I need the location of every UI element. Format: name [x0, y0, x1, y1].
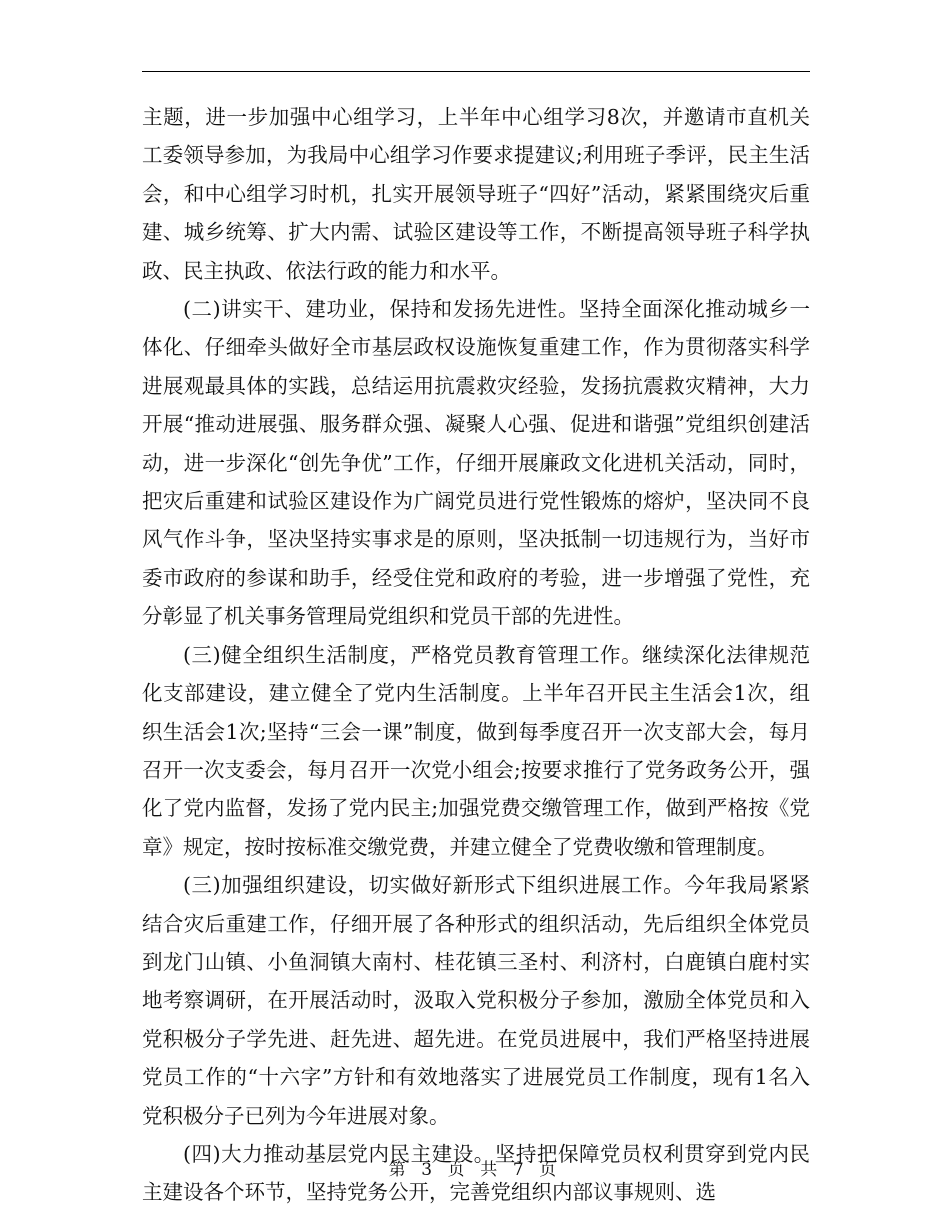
paragraph-section-3b: (三)加强组织建设，切实做好新形式下组织进展工作。今年我局紧紧结合灾后重建工作，仔细开展了各种形式的组织活动，先后组织全体党员到龙门山镇、小鱼洞镇大南村、桂花镇三圣村、利济村，白鹿镇白鹿村实地考察调研，在开展活动时，汲取入党积极分子参加，激励全体党员和入党积极分子学先进、赶先进、超先进。在党员进展中，我们严格坚持进展党员工作的“十六字”方针和有效地落实了进展党员工作制度，现有1名入党积极分子已列为今年进展对象。	[142, 873, 810, 1128]
page-number: 第 3 页 共 7 页	[388, 1160, 562, 1180]
paragraph-continuation: 主题，进一步加强中心组学习，上半年中心组学习8次，并邀请市直机关工委领导参加，为我局中心组学习作要求提建议;利用班子季评，民主生活会，和中心组学习时机，扎实开展领导班子“四好”活动，紧紧围绕灾后重建、城乡统筹、扩大内需、试验区建设等工作，不断提高领导班子科学执政、民主执政、依法行政的能力和水平。	[142, 105, 810, 283]
paragraph-section-3a: (三)健全组织生活制度，严格党员教育管理工作。继续深化法律规范化支部建设，建立健全了党内生活制度。上半年召开民主生活会1次，组织生活会1次;坚持“三会一课”制度，做到每季度召开一次支部大会，每月召开一次支委会，每月召开一次党小组会;按要求推行了党务政务公开，强化了党内监督，发扬了党内民主;加强党费交缴管理工作，做到严格按《党章》规定，按时按标准交缴党费，并建立健全了党费收缴和管理制度。	[142, 642, 810, 859]
paragraph-section-4: (四)大力推动基层党内民主建设。坚持把保障党员权利贯穿到党内民主建设各个环节，坚持党务公开，完善党组织内部议事规则、选	[142, 1141, 810, 1205]
header-rule	[142, 71, 810, 72]
paragraph-section-2: (二)讲实干、建功业，保持和发扬先进性。坚持全面深化推动城乡一体化、仔细牵头做好全市基层政权设施恢复重建工作，作为贯彻落实科学进展观最具体的实践，总结运用抗震救灾经验，发扬抗震救灾精神，大力开展“推动进展强、服务群众强、凝聚人心强、促进和谐强”党组织创建活动，进一步深化“创先争优”工作，仔细开展廉政文化进机关活动，同时，把灾后重建和试验区建设作为广阔党员进行党性锻炼的熔炉，坚决同不良风气作斗争，坚决坚持实事求是的原则，坚决抵制一切违规行为，当好市委市政府的参谋和助手，经受住党和政府的考验，进一步增强了党性，充分彰显了机关事务管理局党组织和党员干部的先进性。	[142, 297, 810, 629]
document-body	[142, 98, 810, 1212]
